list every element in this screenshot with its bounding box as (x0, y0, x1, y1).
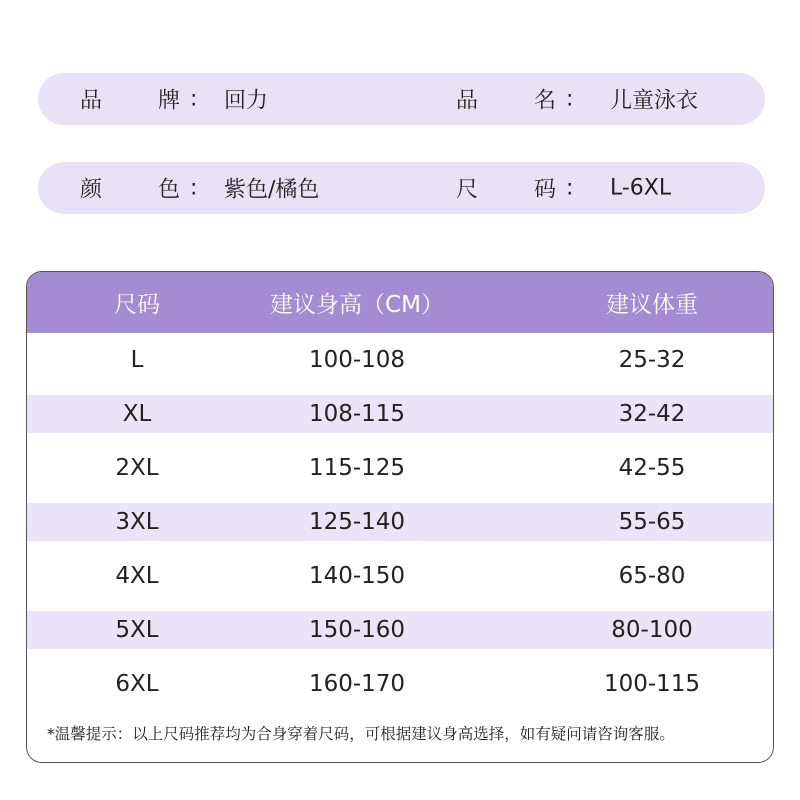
cell-height: 108-115 (308, 401, 406, 427)
header-height: 建议身高（CM） (270, 292, 444, 318)
cell-weight: 32-42 (618, 401, 686, 427)
cell-height: 160-170 (308, 671, 406, 697)
cell-height: 150-160 (308, 617, 406, 643)
color-label-char-1: 颜 (80, 177, 103, 203)
header-size: 尺码 (114, 292, 160, 318)
table-row (27, 441, 773, 495)
brand-value: 回力 (224, 88, 269, 114)
table-header (27, 272, 773, 333)
brand-colon: : (190, 86, 198, 112)
brand-label-char-1: 品 (80, 88, 103, 114)
table-row (27, 387, 773, 441)
table-row (27, 495, 773, 549)
cell-weight: 100-115 (603, 671, 701, 697)
info-bar-color-size (38, 162, 765, 214)
product-name-value: 儿童泳衣 (610, 88, 699, 114)
size-value: L-6XL (610, 175, 672, 201)
size-colon: : (566, 175, 574, 201)
cell-height: 115-125 (308, 455, 406, 481)
info-bar-brand-name (38, 73, 765, 125)
table-row (27, 603, 773, 657)
brand-label-char-2: 牌 (158, 88, 181, 114)
cell-height: 100-108 (308, 347, 406, 373)
cell-size: 3XL (115, 509, 159, 535)
size-label-char-2: 码 (534, 177, 557, 203)
cell-size: 5XL (115, 617, 159, 643)
table-row (27, 549, 773, 603)
cell-size: 4XL (115, 563, 159, 589)
product-name-label-char-1: 品 (456, 88, 479, 114)
cell-size: XL (122, 401, 152, 427)
color-value: 紫色/橘色 (224, 177, 320, 203)
product-name-colon: : (566, 86, 574, 112)
table-row (27, 333, 773, 387)
cell-size: L (130, 347, 144, 373)
size-label-char-1: 尺 (456, 177, 479, 203)
cell-weight: 25-32 (618, 347, 686, 373)
product-name-label-char-2: 名 (534, 88, 557, 114)
cell-height: 125-140 (308, 509, 406, 535)
cell-height: 140-150 (308, 563, 406, 589)
table-row (27, 657, 773, 711)
sizing-tip-footnote: *温馨提示：以上尺码推荐均为合身穿着尺码，可根据建议身高选择，如有疑问请咨询客服。 (47, 725, 675, 743)
cell-size: 2XL (115, 455, 159, 481)
cell-weight: 42-55 (618, 455, 686, 481)
header-weight: 建议体重 (606, 292, 698, 318)
cell-weight: 80-100 (611, 617, 693, 643)
cell-weight: 55-65 (618, 509, 686, 535)
cell-weight: 65-80 (618, 563, 686, 589)
color-colon: : (190, 175, 198, 201)
color-label-char-2: 色 (158, 177, 181, 203)
size-chart-table (26, 271, 774, 763)
table-body (27, 333, 773, 711)
cell-size: 6XL (115, 671, 159, 697)
